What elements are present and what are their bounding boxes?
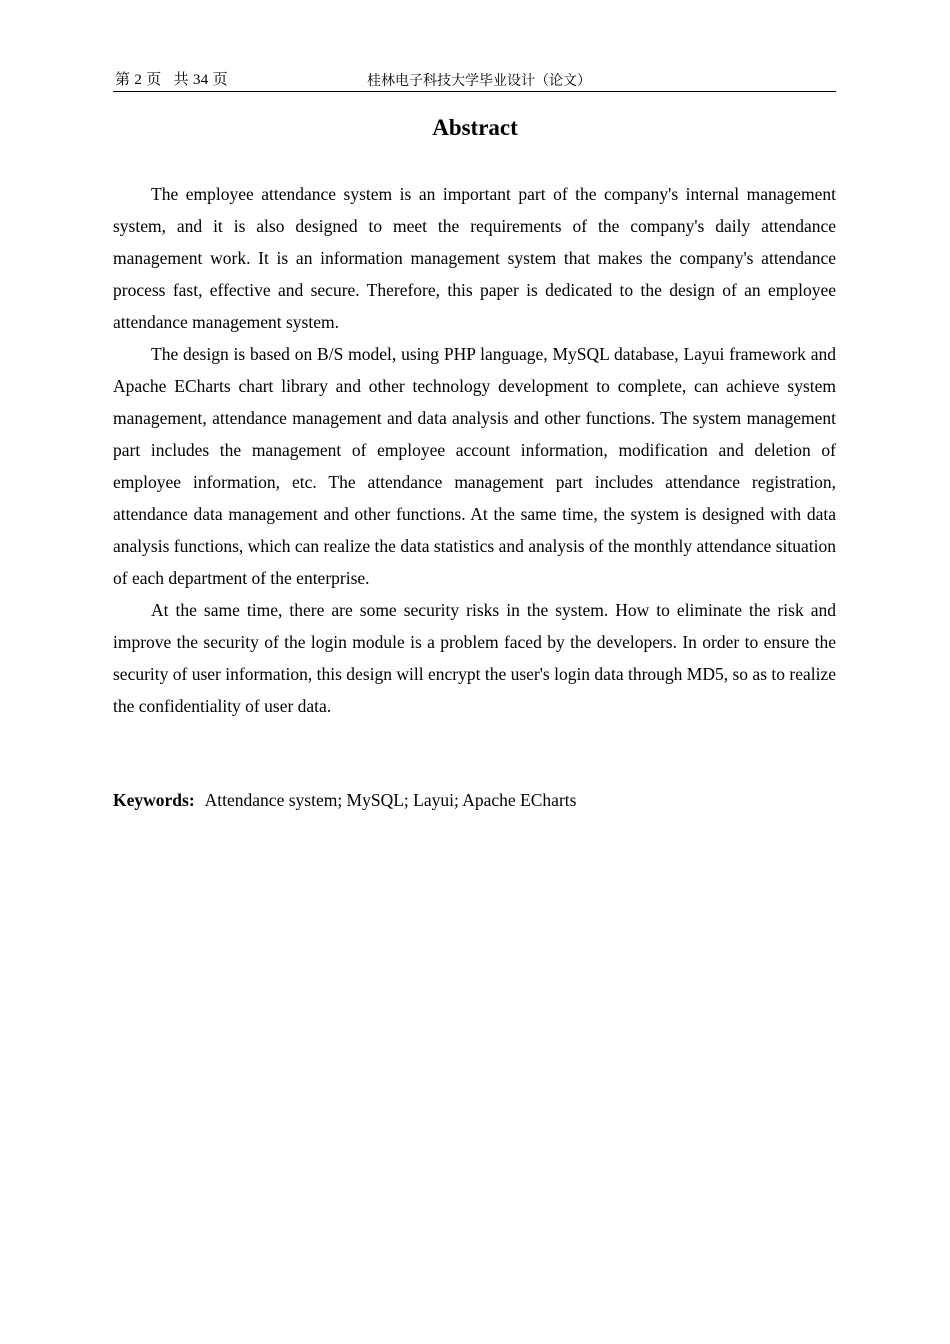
abstract-paragraph: At the same time, there are some security risks in the system. How to eliminate the risk and improve the security of the login module is a problem faced by the developers. In order to ensure the security of user information, this design will encrypt the user's login data through MD5, so as to realize the confidentiality of user data. [113,600,836,716]
header-title: 桂林电子科技大学毕业设计（论文） [367,74,591,89]
page-number-info: 第 2 页 共 34 页 [115,72,228,88]
page-header [113,66,836,92]
abstract-paragraph: The design is based on B/S model, using PHP language, MySQL database, Layui framework and Apache ECharts chart library and other technology development to complete, can achieve system management, attendance management and data analysis and other functions. The system management part includes the management of employee account information, modification and deletion of employee information, etc. The attendance management part includes attendance registration, attendance data management and other functions. At the same time, the system is designed with data analysis functions, which can realize the data statistics and analysis of the monthly attendance situation of each department of the enterprise. [113,344,836,588]
keywords-text: Attendance system; MySQL; Layui; Apache ECharts [204,790,577,810]
abstract-heading: Abstract [432,115,518,140]
abstract-paragraph: The employee attendance system is an important part of the company's internal management system, and it is also designed to meet the requirements of the company's daily attendance management work. It is an information management system that makes the company's attendance process fast, effective and secure. Therefore, this paper is dedicated to the design of an employee attendance management system. [113,184,836,332]
keywords-line [113,785,836,815]
abstract-body [113,178,836,722]
keywords-label: Keywords: [113,790,195,810]
